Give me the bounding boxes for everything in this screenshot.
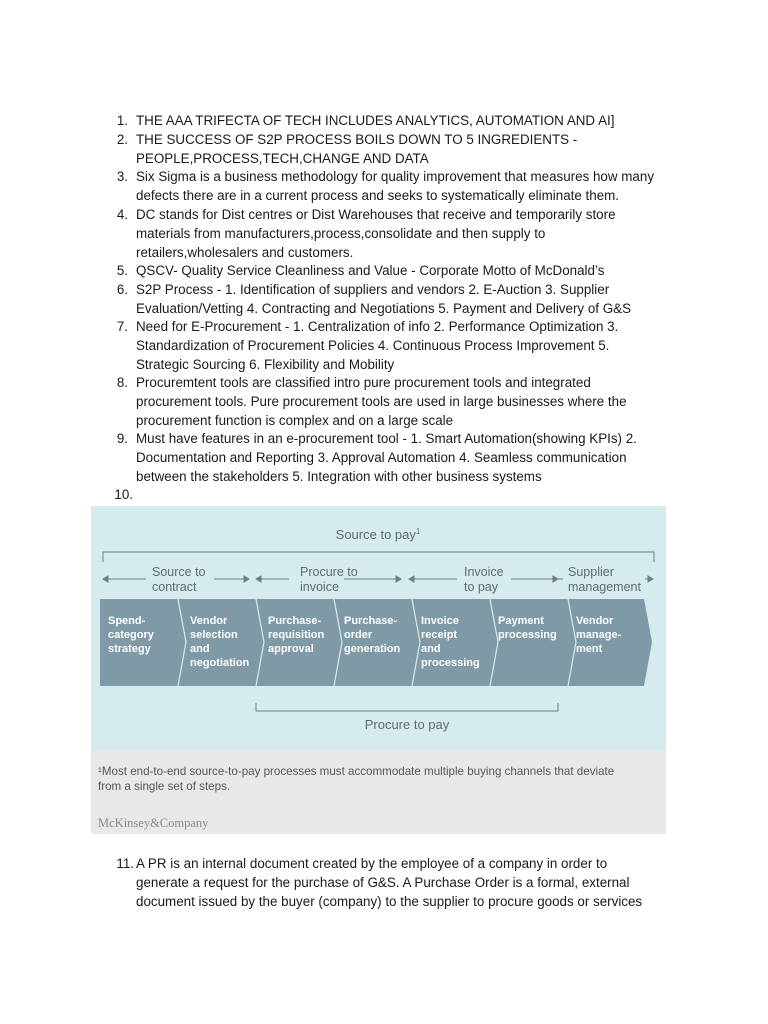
list-item: Need for E-Procurement - 1. Centralization of info 2. Performance Optimization 3. Standardization of Procurement Policies 4. Continuous Process Improvement 5. Strategic Sourcing 6. Flexibility and Mobility (136, 319, 619, 372)
brand-logo: McKinsey&Company (98, 816, 209, 830)
phase-label: management (568, 580, 641, 594)
item-number: 5. (116, 263, 128, 278)
list-item: S2P Process - 1. Identification of suppliers and vendors 2. E-Auction 3. Supplier Evaluation/Vetting 4. Contracting and Negotiations 5. Payment and Delivery of G&S (136, 282, 631, 316)
item-number: 3. (116, 169, 128, 184)
step-label: negotiation (190, 657, 250, 669)
figure-footnote: ¹Most end-to-end source-to-pay processes must accommodate multiple buying channels that deviate from a single set of steps. (98, 765, 615, 793)
list-item: Six Sigma is a business methodology for quality improvement that measures how many defects there are in a current process and seeks to systematically eliminate them. (136, 169, 655, 203)
step-label: and (421, 643, 441, 655)
phase-label: Supplier (568, 565, 614, 579)
list-item: Must have features in an e-procurement tool - 1. Smart Automation(showing KPIs) 2. Documentation and Reporting 3. Approval Automation 4. Seamless communication between the stakeholders 5. Integration with other business systems (136, 431, 637, 484)
item-number: 1. (116, 113, 128, 128)
diagram-title: Source to pay$^1$ (335, 527, 421, 542)
list-item: QSCV- Quality Service Cleanliness and Value - Corporate Motto of McDonald’s (136, 263, 605, 278)
step-label: Purchase- (344, 615, 398, 627)
bottom-bracket (256, 703, 558, 711)
item-number: 6. (116, 282, 128, 297)
step-label: strategy (108, 643, 151, 655)
source-to-pay-figure (91, 506, 666, 834)
item-number: 11. (116, 856, 134, 871)
list-item: A PR is an internal document created by the employee of a company in order to generate a request for the purchase of G&S. A Purchase Order is a formal, external document issued by the buyer (company) to the supplier to procure goods or services (136, 856, 643, 909)
list-item: Procuremtent tools are classified intro pure procurement tools and integrated procurement tools. Pure procurement tools are used in large businesses where the procurement function is complex and on a large scale (136, 375, 627, 428)
phase-label: Source to (152, 565, 206, 579)
step-label: Purchase- (268, 615, 322, 627)
step-label: Vendor (190, 615, 228, 627)
phase-label: contract (152, 580, 197, 594)
step-label: requisition (268, 629, 325, 641)
step-label: and (190, 643, 210, 655)
step-label: category (108, 629, 154, 641)
item-number: 2. (116, 132, 128, 147)
step-label: processing (498, 629, 557, 641)
phase-label: Invoice (464, 565, 504, 579)
step-label: receipt (421, 629, 458, 641)
list-item: THE AAA TRIFECTA OF TECH INCLUDES ANALYTICS, AUTOMATION AND AI] (136, 113, 615, 128)
item-number: 4. (116, 207, 128, 222)
step-label: order (344, 629, 373, 641)
item-number: 7. (116, 319, 128, 334)
step-label: Payment (498, 615, 544, 627)
top-bracket (103, 552, 654, 562)
item-number: 9. (116, 431, 128, 446)
phase-label: invoice (300, 580, 339, 594)
step-label: approval (268, 643, 314, 655)
item-number: 8. (116, 375, 128, 390)
step-label: generation (344, 643, 401, 655)
bottom-label: Procure to pay (364, 717, 450, 732)
step-label: processing (421, 657, 480, 669)
step-label: Spend- (108, 615, 146, 627)
step-label: Invoice (421, 615, 459, 627)
step-label: manage- (576, 629, 622, 641)
list-item: DC stands for Dist centres or Dist Warehouses that receive and temporarily store materials from manufacturers,process,consolidate and then supply to retailers,wholesalers and customers. (136, 207, 616, 260)
phase-label: Procure to (300, 565, 358, 579)
phase-label: to pay (464, 580, 499, 594)
step-label: ment (576, 643, 603, 655)
step-label: Vendor (576, 615, 614, 627)
source-to-pay-diagram (91, 506, 666, 750)
list-item: THE SUCCESS OF S2P PROCESS BOILS DOWN TO 5 INGREDIENTS - PEOPLE,PROCESS,TECH,CHANGE AND DATA (136, 132, 578, 166)
item-number: 10. (114, 487, 133, 502)
step-label: selection (190, 629, 238, 641)
